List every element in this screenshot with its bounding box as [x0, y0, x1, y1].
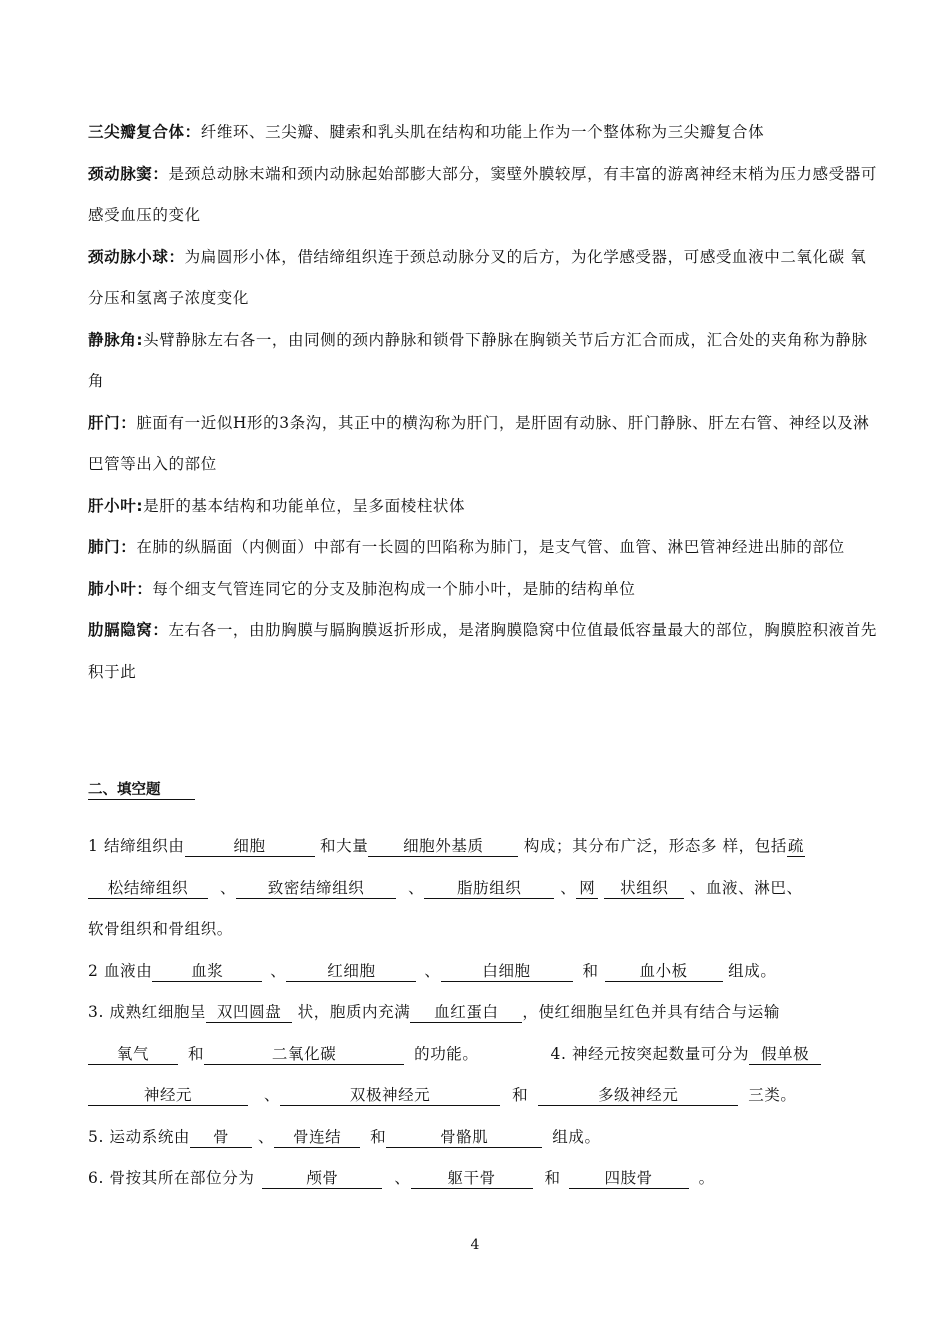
question-text: 和: [370, 1127, 387, 1146]
definition-item: [88, 569, 878, 611]
definition-term: 三尖瓣复合体: [88, 123, 185, 141]
definition-item: [88, 112, 878, 154]
question-text: 1 结缔组织由: [88, 837, 185, 855]
question-text: 和: [512, 1086, 529, 1104]
question-text: 和大量: [314, 837, 369, 855]
definition-text: 是肝的基本结构和功能单位，呈多面棱柱状体: [143, 496, 466, 515]
answer-blank: 骨: [190, 1127, 252, 1148]
separator: 、: [424, 961, 441, 980]
answer-blank: 骨骼肌: [386, 1127, 542, 1148]
definition-term: 肺小叶: [88, 579, 137, 598]
definition-text: 左右各一，由肋胸膜与膈胸膜返折形成，是渚胸膜隐窝中位值最低容量最大的部位，胸膜腔积液首先积于此: [88, 621, 877, 681]
definition-item: [88, 320, 878, 403]
question-text: 和: [582, 961, 599, 980]
answer-blank: 氧气: [88, 1044, 178, 1065]
definition-text: 头臂静脉左右各一，由同侧的颈内静脉和锁骨下静脉在胸锁关节后方汇合而成，汇合处的夹角称为静脉角: [88, 330, 868, 390]
question-text: 6. 骨按其所在部位分为: [88, 1169, 255, 1187]
answer-blank: 血浆: [152, 961, 262, 982]
definition-term: 肋膈隐窝: [88, 621, 153, 639]
answer-blank: 骨连结: [274, 1127, 360, 1148]
answer-blank: 双凹圆盘: [206, 1002, 292, 1023]
answer-blank: 神经元: [88, 1085, 248, 1106]
separator: 、: [258, 1127, 275, 1146]
definition-text: 每个细支气管连同它的分支及肺泡构成一个肺小叶，是肺的结构单位: [152, 579, 636, 598]
question-text: 的功能。: [414, 1044, 479, 1063]
question-text: 三类。: [748, 1086, 797, 1104]
definition-item: [88, 486, 878, 528]
question-text: ，使红细胞呈红色并具有结合与运输: [522, 1003, 780, 1021]
question-text: 和: [188, 1044, 205, 1063]
answer-blank: 颅骨: [262, 1168, 382, 1189]
definition-item: [88, 610, 878, 693]
definition-term: 颈动脉窦: [88, 164, 153, 183]
definition-text: 为扁圆形小体，借结缔组织连于颈总动脉分叉的后方，为化学感受器，可感受血液中二氧化碳 氧分压和氢离子浓度变化: [88, 247, 867, 307]
fill-in-questions: [88, 826, 878, 1200]
definition-term: 肝门: [88, 413, 121, 432]
answer-blank: 网: [576, 878, 598, 899]
question-5: [88, 1117, 878, 1159]
answer-blank: 二氧化碳: [204, 1044, 404, 1065]
question-text: 5. 运动系统由: [88, 1127, 191, 1146]
definition-text: 脏面有一近似H形的3条沟，其正中的横沟称为肝门，是肝固有动脉、肝门静脉、肝左右管、神经以及淋巴管等出入的部位: [88, 413, 870, 473]
answer-blank: 躯干骨: [411, 1168, 533, 1189]
term-separator: ：: [120, 538, 137, 556]
question-2: [88, 951, 878, 993]
separator: 、: [560, 878, 577, 897]
answer-blank: 疏: [787, 837, 805, 855]
separator: 、: [394, 1169, 411, 1187]
definition-term: 颈动脉小球: [88, 247, 169, 266]
question-text: 组成。: [722, 961, 777, 980]
separator: 、: [408, 878, 425, 897]
question-6: [88, 1158, 878, 1200]
term-separator: ：: [152, 164, 169, 183]
separator: 、: [270, 961, 287, 980]
answer-blank: 四肢骨: [569, 1168, 689, 1189]
definition-text: 是颈总动脉末端和颈内动脉起始部膨大部分，窦壁外膜较厚，有丰富的游离神经末梢为压力感受器可感受血压的变化: [88, 164, 877, 224]
question-text: 3. 成熟红细胞呈: [88, 1003, 207, 1021]
question-text: 4. 神经元按突起数量可分为: [550, 1044, 750, 1063]
question-3: [88, 992, 878, 1117]
question-text: 。: [698, 1169, 715, 1187]
definition-item: [88, 527, 878, 569]
definitions-list: [88, 112, 878, 693]
definition-item: [88, 403, 878, 486]
term-separator: ：: [152, 621, 169, 639]
answer-blank: 白细胞: [441, 961, 573, 982]
answer-blank: 红细胞: [286, 961, 416, 982]
term-separator: ：: [136, 579, 153, 598]
answer-blank: 血红蛋白: [410, 1002, 522, 1023]
answer-blank: 细胞: [185, 836, 315, 857]
answer-blank: 松结缔组织: [88, 878, 208, 899]
answer-blank: 双极神经元: [280, 1085, 500, 1106]
answer-blank: 状组织: [604, 878, 684, 899]
question-text: 2 血液由: [88, 961, 153, 980]
definition-term: 静脉角: [88, 330, 137, 349]
answer-blank: 脂肪组织: [424, 878, 554, 899]
section-heading: [88, 778, 195, 800]
definition-item: [88, 154, 878, 237]
definition-item: [88, 237, 878, 320]
question-1: [88, 826, 878, 951]
answer-blank: 血小板: [605, 961, 723, 982]
question-text: 、血液、淋巴、: [684, 878, 803, 897]
term-separator: ：: [120, 413, 137, 432]
page-number: 4: [470, 1237, 480, 1253]
definition-term: 肺门: [88, 538, 121, 556]
term-separator: :: [136, 330, 144, 349]
question-text: 和: [544, 1169, 561, 1187]
answer-blank: 假单极: [749, 1044, 821, 1065]
question-text: 状，胞质内充满: [292, 1003, 411, 1021]
term-separator: ：: [168, 247, 185, 266]
answer-blank: 多级神经元: [538, 1085, 738, 1106]
separator: 、: [264, 1086, 281, 1104]
term-separator: ：: [184, 123, 201, 141]
section-title: 二、填空题: [88, 778, 195, 800]
answer-blank: 致密结缔组织: [236, 878, 396, 899]
definition-text: 在肺的纵膈面（内侧面）中部有一长圆的凹陷称为肺门，是支气管、血管、淋巴管神经进出肺的部位: [136, 538, 845, 556]
question-text: 构成；其分布广泛，形态多 样，包括: [518, 837, 787, 855]
separator: 、: [220, 878, 237, 897]
answer-blank: 细胞外基质: [368, 836, 518, 857]
definition-term: 肝小叶: [88, 496, 137, 515]
question-text: 组成。: [552, 1127, 601, 1146]
question-text: 软骨组织和骨组织。: [88, 920, 233, 938]
term-separator: :: [136, 496, 144, 515]
definition-text: 纤维环、三尖瓣、腱索和乳头肌在结构和功能上作为一个整体称为三尖瓣复合体: [200, 123, 765, 141]
